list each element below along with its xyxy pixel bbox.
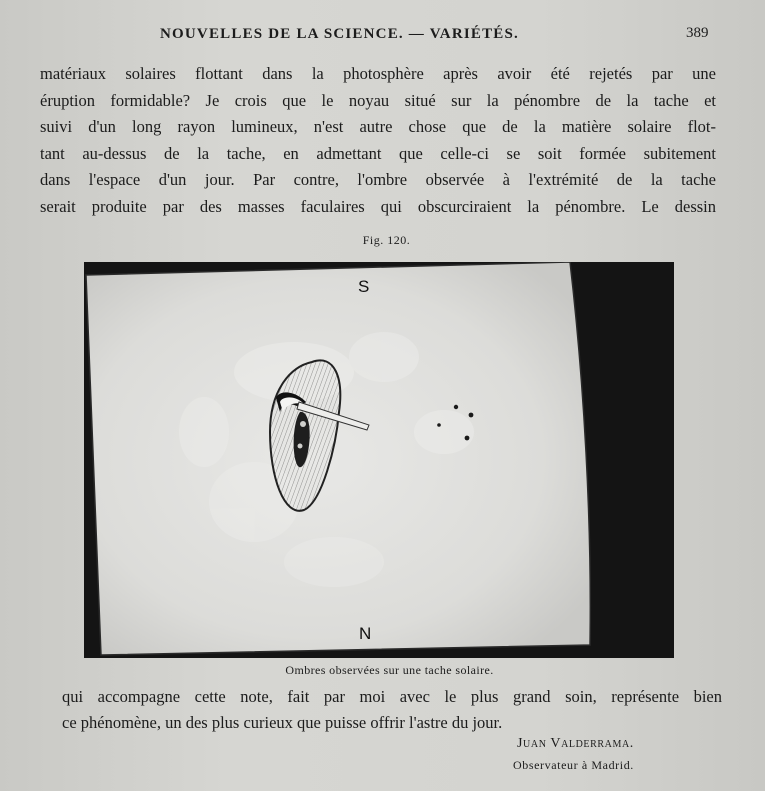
text-line: suivi d'un long rayon lumineux, n'est autre chose que de la matière solaire flot-: [40, 117, 716, 137]
figure-number: Fig. 120.: [362, 233, 411, 247]
solar-disk: [86, 262, 590, 655]
text-line: éruption formidable? Je crois que le noyau situé sur la pénombre de la tache et: [40, 90, 716, 110]
text-line: qui accompagne cette note, fait par moi avec le plus grand soin, représente bien: [62, 687, 722, 706]
sunspot-figure: [84, 262, 674, 658]
text-line: tant au-dessus de la tache, en admettant que celle-ci se soit formée subitement: [40, 143, 716, 163]
paragraph-bottom: [62, 684, 722, 736]
author-name: Juan Valderrama.: [517, 736, 634, 751]
running-head: [0, 26, 765, 48]
text-line: serait produite par des masses faculaires qui obscurciraient la pénombre. Le dessin: [40, 196, 716, 216]
text-line: matériaux solaires flottant dans la photosphère après avoir été rejetés par une: [40, 64, 716, 83]
north-label: N: [359, 624, 372, 643]
page-number: 389: [686, 25, 709, 41]
figure-caption: Ombres observées sur une tache solaire.: [285, 663, 494, 677]
south-label: S: [358, 277, 370, 296]
paragraph-top: [40, 61, 716, 221]
text-line: dans l'espace d'un jour. Par contre, l'ombre observée à l'extrémité de la tache: [40, 170, 716, 190]
sunspot-drawing: [84, 262, 674, 658]
text-line: ce phénomène, un des plus curieux que puisse offrir l'astre du jour.: [62, 713, 503, 732]
running-title: NOUVELLES DE LA SCIENCE. — VARIÉTÉS.: [160, 26, 519, 42]
author-role: Observateur à Madrid.: [513, 758, 634, 772]
